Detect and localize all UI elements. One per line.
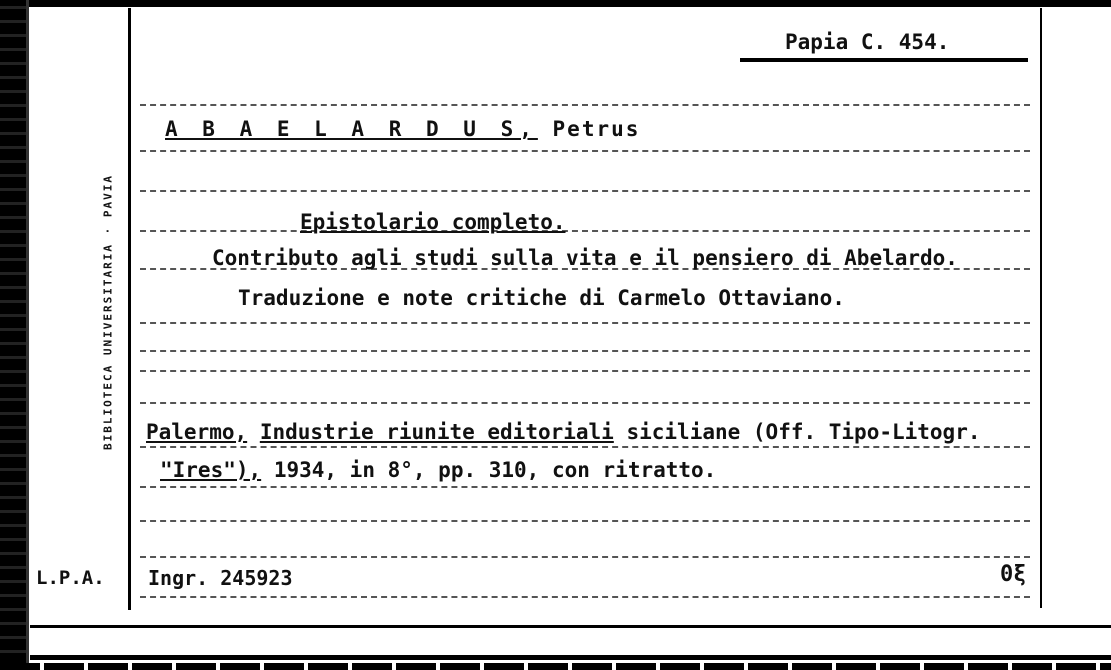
inventory-number: Ingr. 245923 — [148, 566, 293, 590]
title-line-1: Epistolario completo. — [300, 210, 566, 234]
bottom-border — [0, 663, 1111, 670]
author-surname: A B A E L A R D U S, — [165, 117, 538, 141]
title-line-3: Traduzione e note critiche di Carmelo Ottaviano. — [238, 286, 845, 310]
ruled-line — [140, 230, 1030, 232]
imprint-line-2 — [160, 458, 716, 482]
card-left-border — [26, 0, 29, 670]
imprint-publisher-rest: siciliane (Off. Tipo-Litogr. — [626, 420, 981, 444]
imprint-publisher: Industrie riunite editoriali — [259, 420, 614, 444]
imprint-place: Palermo, — [146, 420, 248, 444]
card-top-edge — [0, 0, 1111, 7]
library-stamp: BIBLIOTECA UNIVERSITARIA · PAVIA — [101, 174, 115, 450]
ruled-line — [140, 556, 1030, 558]
ruled-line — [140, 596, 1030, 598]
ruled-line — [140, 150, 1030, 152]
card-left-edge — [0, 0, 26, 670]
ruled-line — [140, 322, 1030, 324]
ruled-line — [140, 104, 1030, 106]
imprint-line-1 — [146, 420, 981, 444]
bottom-edge — [30, 655, 1111, 660]
ruled-line — [140, 402, 1030, 404]
ruled-line — [140, 370, 1030, 372]
corner-mark: 0ξ — [1000, 562, 1027, 587]
ruled-line — [140, 486, 1030, 488]
author-forename: Petrus — [552, 117, 641, 141]
ruled-line — [140, 190, 1030, 192]
right-vertical-rule — [1040, 8, 1042, 608]
title-line-2: Contributo agli studi sulla vita e il pensiero di Abelardo. — [212, 246, 958, 270]
shelfmark: Papia C. 454. — [785, 30, 950, 54]
ruled-line — [140, 446, 1030, 448]
initials: L.P.A. — [36, 567, 105, 589]
ruled-line — [140, 350, 1030, 352]
imprint-details: 1934, in 8°, pp. 310, con ritratto. — [273, 458, 717, 482]
imprint-printer: "Ires"), — [160, 458, 262, 482]
margin-vertical-rule — [128, 8, 131, 610]
author-heading — [165, 117, 640, 141]
ruled-line — [140, 520, 1030, 522]
bottom-rule — [30, 625, 1111, 628]
shelfmark-underline — [740, 58, 1028, 62]
